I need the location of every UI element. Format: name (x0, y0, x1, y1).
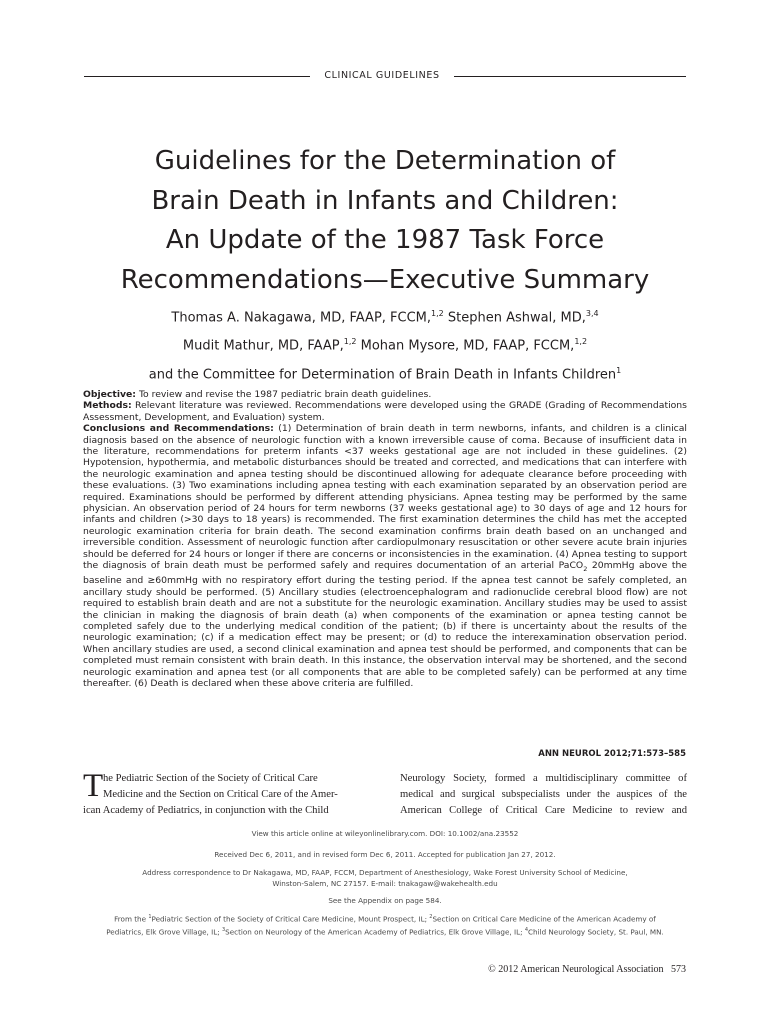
affiliation-sup: 1,2 (574, 337, 588, 347)
objective-label: Objective: (83, 389, 137, 400)
affil-text: Child Neurology Society, St. Paul, MN. (528, 927, 664, 937)
affiliation-sup: 1,2 (431, 309, 444, 318)
affil-text: Section on Neurology of the American Academy of Pediatrics, Elk Grove Village, IL; (225, 927, 525, 937)
affiliation-line (80, 925, 690, 938)
author-text: Mudit Mathur, MD, FAAP, (182, 338, 344, 354)
body-line: medical and surgical subspecialists under the auspices of the (400, 789, 687, 801)
author-line-2 (60, 330, 710, 358)
header-rule-left (84, 76, 310, 77)
abstract-conclusions (83, 423, 687, 689)
title-line: Recommendations—Executive Summary (120, 264, 650, 295)
page-footer (430, 964, 686, 975)
received-dates: Received Dec 6, 2011, and in revised form Dec 6, 2011. Accepted for publication Jan 27, 2012. (214, 850, 556, 859)
conclusions-text: (1) Determination of brain death in term newborns, infants, and children is a clinical diagnosis based on the absence of neurologic function with a known irreversible cause of coma. Because of insufficient data in the literature, recommendations for preterm infants <37 weeks gestational age are not included in these guidelines. (2) Hypotension, hypothermia, and metabolic disturbances should be treated and corrected, and medications that can interfere with the neurologic examination and apnea testing should be discontinued allowing for adequate clearance before proceeding with these evaluations. (3) Two examinations including apnea testing with each examination separated by an observation period are required. Examinations should be performed by different attending physicians. Apnea testing may be performed by the same physician. An observation period of 24 hours for term newborns (37 weeks gestational age) to 30 days of age and 12 hours for infants and children (>30 days to 18 years) is recommended. The first examination determines the child has met the accepted neurologic examination criteria for brain death. The second examination confirms brain death based on an unchanged and irreversible condition. Assessment of neurologic function after cardiopulmonary resuscitation or other severe acute brain injuries should be deferred for 24 hours or longer if there are concerns or inconsistencies in the examination. (4) Apnea testing to support the diagnosis of brain death must be performed safely and requires documentation of an arterial PaCO (83, 423, 688, 572)
journal-citation: ANN NEUROL 2012;71:573–585 (538, 749, 686, 759)
title-line: Guidelines for the Determination of (154, 146, 616, 176)
title-line: An Update of the 1987 Task Force (165, 225, 605, 255)
abstract-objective (83, 389, 687, 400)
affiliation-sup: 3,4 (585, 309, 599, 318)
objective-text: To review and revise the 1987 pediatric brain death guidelines. (136, 389, 432, 400)
affil-text: From the (114, 914, 149, 924)
author-list (60, 302, 710, 387)
online-link: View this article online at wileyonlinelibrary.com. DOI: 10.1002/ana.23552 (251, 829, 519, 838)
affiliation-sup: 1,2 (343, 337, 357, 347)
correspondence-line: Address correspondence to Dr Nakagawa, MD, FAAP, FCCM, Department of Anesthesiology, Wake Forest University School of Medicine, (142, 868, 628, 877)
abstract (83, 389, 687, 689)
body-column-right (400, 771, 687, 820)
methods-label: Methods: (83, 400, 132, 412)
abstract-methods (83, 400, 687, 423)
affil-text: Section on Critical Care Medicine of the American Academy of (432, 914, 656, 924)
author-text: Stephen Ashwal, MD, (443, 310, 586, 326)
affiliation-sup: 1 (616, 365, 622, 375)
drop-cap: T (83, 768, 104, 804)
body-line: Medicine and the Section on Critical Care of the Amer- (103, 789, 338, 801)
section-label: CLINICAL GUIDELINES (324, 70, 440, 81)
author-text: Thomas A. Nakagawa, MD, FAAP, FCCM, (171, 310, 432, 326)
affil-text: Pediatric Section of the Society of Critical Care Medicine, Mount Prospect, IL; (151, 914, 430, 924)
body-line: he Pediatric Section of the Society of Critical Care (103, 773, 318, 784)
page-number: 573 (671, 964, 686, 975)
affil-sup: 2 (429, 914, 433, 920)
author-line-3 (60, 359, 710, 387)
affil-sup: 3 (221, 926, 226, 933)
conclusions-label: Conclusions and Recommendations: (83, 423, 274, 435)
correspondence (80, 868, 690, 889)
article-title (60, 142, 710, 300)
title-line: Brain Death in Infants and Children: (151, 185, 619, 216)
affiliations (80, 912, 690, 938)
author-text: and the Committee for Determination of Brain Death in Infants Children (148, 366, 617, 382)
subscript: 2 (583, 564, 588, 573)
body-column-left (83, 768, 380, 820)
methods-text: Relevant literature was reviewed. Recommendations were developed using the GRADE (Grading of Recommendations Assessment, Development, and Evaluation) system. (83, 400, 687, 423)
appendix-note: See the Appendix on page 584. (328, 896, 442, 905)
header-rule-right (454, 76, 686, 77)
affiliation-line (80, 912, 690, 925)
body-line: ican Academy of Pediatrics, in conjunction with the Child (83, 805, 329, 817)
affil-text: Pediatrics, Elk Grove Village, IL; (106, 927, 222, 937)
author-line-1 (60, 302, 710, 330)
affil-sup: 4 (524, 926, 529, 933)
correspondence-line: Winston-Salem, NC 27157. E-mail: tnakagaw@wakehealth.edu (272, 878, 498, 888)
copyright: © 2012 American Neurological Association (488, 964, 664, 975)
body-line: Neurology Society, formed a multidisciplinary committee of (400, 773, 687, 784)
affil-sup: 1 (148, 914, 152, 920)
body-line: American College of Critical Care Medicine to review and (400, 805, 687, 817)
conclusions-text: 20mmHg above the baseline and ≥60mmHg with no respiratory effort during the testing period. If the apnea test cannot be safely completed, an ancillary study should be performed. (5) Ancillary studies (electroencephalogram and radionuclide cerebral blood flow) are not required to establish brain death and are not a substitute for the neurologic examination. Ancillary studies may be used to assist the clinician in making the diagnosis of brain death (a) when components of the examination or apnea testing cannot be completed safely due to the underlying medical condition of the patient; (b) if there is uncertainty about the results of the neurologic examination; (c) if a medication effect may be present; or (d) to reduce the interexamination observation period. When ancillary studies are used, a second clinical examination and apnea test should be performed, and components that can be completed must remain consistent with brain death. In this instance, the observation interval may be shortened, and the second neurologic examination and apnea test (or all components that are able to be completed safely) can be performed at any time thereafter. (6) Death is declared when these above criteria are fulfilled. (83, 560, 687, 689)
author-text: Mohan Mysore, MD, FAAP, FCCM, (356, 338, 575, 354)
